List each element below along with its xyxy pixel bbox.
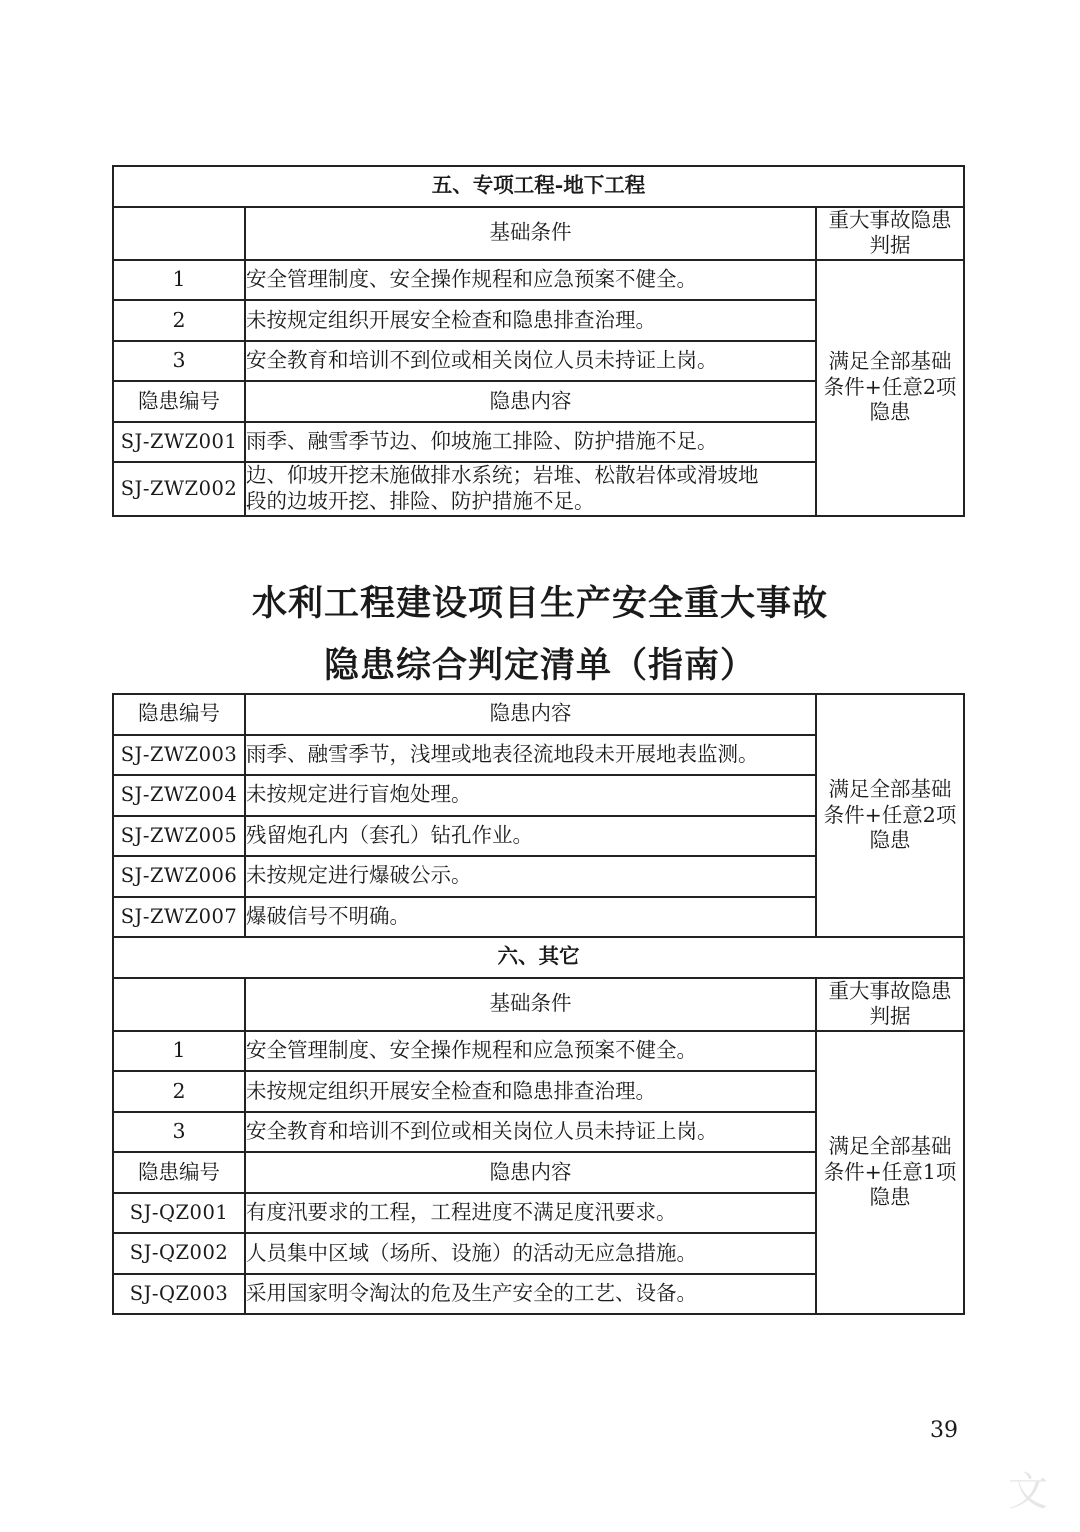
table-row [113,1031,964,1072]
hazard-content-header: 隐患内容 [245,694,816,735]
basic-conditions-header: 基础条件 [245,978,816,1031]
criteria-line1: 满足全部基础 [828,349,952,374]
header-row [113,207,964,260]
condition-text: 未按规定组织开展安全检查和隐患排查治理。 [245,1071,816,1112]
header-row [113,978,964,1031]
section-title-row [113,937,964,978]
criteria-header-line1: 重大事故隐患 [828,207,952,232]
hazard-code-header: 隐患编号 [113,1152,245,1193]
criteria-line2: 条件+任意1项 [823,1159,957,1184]
hazard-code: SJ-ZWZ004 [113,775,245,816]
hazard-code: SJ-ZWZ002 [113,462,245,515]
hazard-text [245,462,816,515]
condition-number: 3 [113,1112,245,1153]
hazard-text-line2: 段的边坡开挖、排险、防护措施不足。 [246,488,595,513]
watermark: 文 [1008,1469,1048,1515]
hazard-text: 未按规定进行盲炮处理。 [245,775,816,816]
hazard-code: SJ-QZ001 [113,1193,245,1234]
condition-text: 未按规定组织开展安全检查和隐患排查治理。 [245,300,816,341]
header-empty-cell [113,978,245,1031]
hazard-code: SJ-ZWZ001 [113,422,245,463]
criteria-line2: 条件+任意2项 [823,802,957,827]
hazard-code-header: 隐患编号 [113,381,245,422]
condition-text: 安全教育和培训不到位或相关岗位人员未持证上岗。 [245,341,816,382]
hazard-code: SJ-QZ003 [113,1274,245,1315]
hazard-code-header: 隐患编号 [113,694,245,735]
page-number: 39 [930,1418,958,1443]
criteria-line3: 隐患 [869,400,911,425]
condition-text: 安全管理制度、安全操作规程和应急预案不健全。 [245,260,816,301]
condition-text: 安全管理制度、安全操作规程和应急预案不健全。 [245,1031,816,1072]
condition-number: 2 [113,1071,245,1112]
hazard-code: SJ-ZWZ003 [113,735,245,776]
section6-title: 六、其它 [113,937,964,978]
criteria-header-line1: 重大事故隐患 [828,978,952,1003]
criteria-cell [816,694,964,937]
criteria-line1: 满足全部基础 [828,777,952,802]
section5-title: 五、专项工程-地下工程 [113,166,964,207]
condition-number: 1 [113,1031,245,1072]
hazard-content-header: 隐患内容 [245,381,816,422]
criteria-line3: 隐患 [869,828,911,853]
header-empty-cell [113,207,245,260]
criteria-header-line2: 判据 [869,1004,911,1029]
hazard-text: 人员集中区域（场所、设施）的活动无应急措施。 [245,1233,816,1274]
criteria-cell [816,1031,964,1315]
hazard-text: 采用国家明令淘汰的危及生产安全的工艺、设备。 [245,1274,816,1315]
criteria-header [816,978,964,1031]
hazard-code: SJ-ZWZ007 [113,897,245,938]
section5-table [112,165,965,517]
hazard-content-header: 隐患内容 [245,1152,816,1193]
hazard-header-row [113,694,964,735]
hazard-code: SJ-ZWZ006 [113,856,245,897]
hazard-text: 未按规定进行爆破公示。 [245,856,816,897]
condition-number: 2 [113,300,245,341]
condition-number: 1 [113,260,245,301]
criteria-cell [816,260,964,516]
document-title-line1: 水利工程建设项目生产安全重大事故 [251,583,828,624]
section-title-row [113,166,964,207]
document-title-line2: 隐患综合判定清单（指南） [323,645,756,686]
condition-text: 安全教育和培训不到位或相关岗位人员未持证上岗。 [245,1112,816,1153]
table-row [113,260,964,301]
criteria-line3: 隐患 [869,1185,911,1210]
hazard-text: 雨季、融雪季节，浅埋或地表径流地段未开展地表监测。 [245,735,816,776]
criteria-header [816,207,964,260]
hazard-code: SJ-ZWZ005 [113,816,245,857]
criteria-line2: 条件+任意2项 [823,374,957,399]
criteria-header-line2: 判据 [869,233,911,258]
section5-cont-section6-table [112,693,965,1315]
hazard-text: 有度汛要求的工程，工程进度不满足度汛要求。 [245,1193,816,1234]
hazard-text: 残留炮孔内（套孔）钻孔作业。 [245,816,816,857]
basic-conditions-header: 基础条件 [245,207,816,260]
hazard-text: 爆破信号不明确。 [245,897,816,938]
criteria-line1: 满足全部基础 [828,1134,952,1159]
hazard-code: SJ-QZ002 [113,1233,245,1274]
hazard-text-line1: 边、仰坡开挖未施做排水系统；岩堆、松散岩体或滑坡地 [246,463,759,488]
hazard-text: 雨季、融雪季节边、仰坡施工排险、防护措施不足。 [245,422,816,463]
condition-number: 3 [113,341,245,382]
